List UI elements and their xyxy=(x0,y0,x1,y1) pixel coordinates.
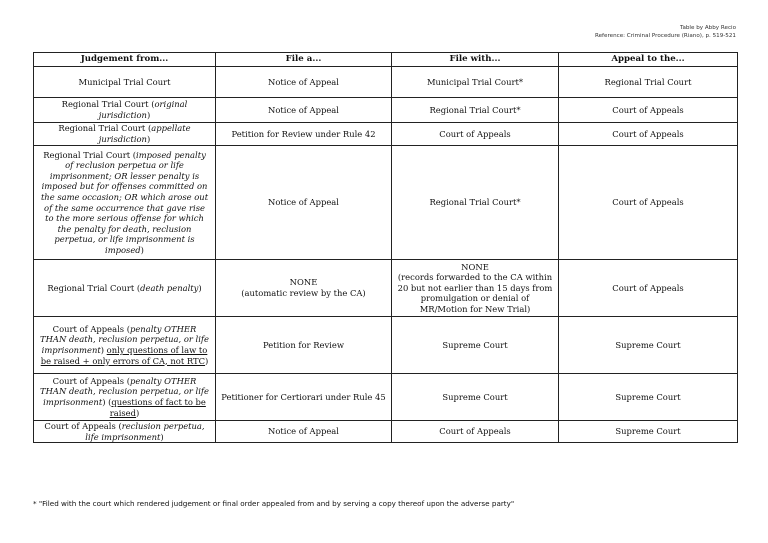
italic-text: penalty OTHER THAN death, reclusion perpetua, or life imprisonment xyxy=(40,323,209,355)
cell-file-a xyxy=(216,260,392,317)
cell-judgement-from xyxy=(34,374,216,421)
cell-file-a: Notice of Appeal xyxy=(216,98,392,123)
table-row xyxy=(34,67,738,98)
cell-text: ) xyxy=(160,431,164,442)
table-header-row xyxy=(34,53,738,67)
underlined-text: questions of fact to be raised xyxy=(109,397,206,418)
italic-text: imposed penalty of reclusion perpetua or life imprisonment; OR lesser penalty is imposed but for offenses committed on the same occasion; OR which arose out of the same occurrence that gave rise to the more serious offense for which the penalty for death, reclusion perpetua, or life imprisonment is imposed xyxy=(40,149,209,255)
cell-text: ) xyxy=(140,244,144,255)
cell-file-a: Notice of Appeal xyxy=(216,146,392,260)
cell-appeal-to: Court of Appeals xyxy=(559,98,738,123)
cell-text: Regional Trial Court ( xyxy=(47,282,141,293)
header-appeal-to: Appeal to the... xyxy=(559,53,738,67)
cell-judgement-from xyxy=(34,123,216,146)
table-row xyxy=(34,123,738,146)
cell-line: NONE xyxy=(461,261,489,272)
cell-text: ) xyxy=(146,110,151,120)
italic-text: penalty OTHER THAN death, reclusion perpetua, or life imprisonment xyxy=(40,375,209,407)
cell-judgement-from xyxy=(34,421,216,443)
cell-file-a: Notice of Appeal xyxy=(216,67,392,98)
cell-file-with: Supreme Court xyxy=(392,374,559,421)
cell-file-a: Petition for Review under Rule 42 xyxy=(216,123,392,146)
cell-text: Municipal Trial Court xyxy=(78,76,171,87)
cell-text: Regional Trial Court ( xyxy=(58,123,152,134)
cell-file-with: Supreme Court xyxy=(392,317,559,374)
header-file-a: File a... xyxy=(216,53,392,67)
cell-line: NONE xyxy=(289,277,318,288)
cell-text: ) xyxy=(198,282,202,293)
cell-file-with: Regional Trial Court* xyxy=(392,146,559,260)
cell-appeal-to: Court of Appeals xyxy=(559,146,738,260)
cell-text: Court of Appeals ( xyxy=(52,323,130,334)
credit-reference: Reference: Criminal Procedure (Riano), p. 519-521 xyxy=(594,33,736,39)
cell-appeal-to: Supreme Court xyxy=(559,421,738,443)
cell-text: Regional Trial Court ( xyxy=(61,99,155,110)
cell-text: Court of Appeals ( xyxy=(44,421,122,431)
table-body xyxy=(34,67,738,443)
cell-appeal-to: Court of Appeals xyxy=(559,260,738,317)
table-credit xyxy=(595,24,736,40)
cell-text: ) xyxy=(100,345,107,355)
cell-appeal-to: Court of Appeals xyxy=(559,123,738,146)
cell-text: ) xyxy=(205,355,209,366)
table-row xyxy=(34,374,738,421)
cell-text: Regional Trial Court ( xyxy=(43,149,137,160)
table-row xyxy=(34,98,738,123)
italic-text: death penalty xyxy=(140,282,199,293)
cell-appeal-to: Regional Trial Court xyxy=(559,67,738,98)
table-row xyxy=(34,317,738,374)
header-file-with: File with... xyxy=(392,53,559,67)
cell-file-a: Notice of Appeal xyxy=(216,421,392,443)
cell-file-with: Municipal Trial Court* xyxy=(392,67,559,98)
header-judgement-from: Judgement from... xyxy=(34,53,216,67)
credit-author: Table by Abby Recio xyxy=(679,25,736,31)
cell-text: ) ( xyxy=(102,397,112,407)
italic-text: appellate jurisdiction xyxy=(98,123,191,144)
cell-file-with: Court of Appeals xyxy=(392,123,559,146)
table-row xyxy=(34,421,738,443)
italic-text: reclusion perpetua, life imprisonment xyxy=(85,421,205,442)
cell-file-a: Petitioner for Certiorari under Rule 45 xyxy=(216,374,392,421)
italic-text: original jurisdiction xyxy=(98,99,188,120)
cell-judgement-from xyxy=(34,260,216,317)
appeals-table xyxy=(33,52,738,443)
cell-appeal-to: Supreme Court xyxy=(559,317,738,374)
cell-line: (automatic review by the CA) xyxy=(241,288,366,298)
table-row xyxy=(34,260,738,317)
cell-text: Court of Appeals ( xyxy=(52,375,130,386)
cell-text: ) xyxy=(146,134,151,144)
cell-judgement-from xyxy=(34,146,216,260)
cell-file-with xyxy=(392,260,559,317)
cell-appeal-to: Supreme Court xyxy=(559,374,738,421)
table-row xyxy=(34,146,738,260)
cell-judgement-from xyxy=(34,98,216,123)
cell-judgement-from xyxy=(34,67,216,98)
cell-file-a: Petition for Review xyxy=(216,317,392,374)
footnote: * "Filed with the court which rendered judgement or final order appealed from and by serving a copy thereof upon the adverse party" xyxy=(33,499,515,508)
cell-file-with: Regional Trial Court* xyxy=(392,98,559,123)
cell-line: (records forwarded to the CA within 20 but not earlier than 15 days from promulgation or denial of MR/Motion for New Trial) xyxy=(397,272,553,314)
cell-file-with: Court of Appeals xyxy=(392,421,559,443)
underlined-text: only questions of law to be raised + only errors of CA, not RTC xyxy=(40,345,208,366)
cell-judgement-from xyxy=(34,317,216,374)
cell-text: ) xyxy=(136,407,140,418)
